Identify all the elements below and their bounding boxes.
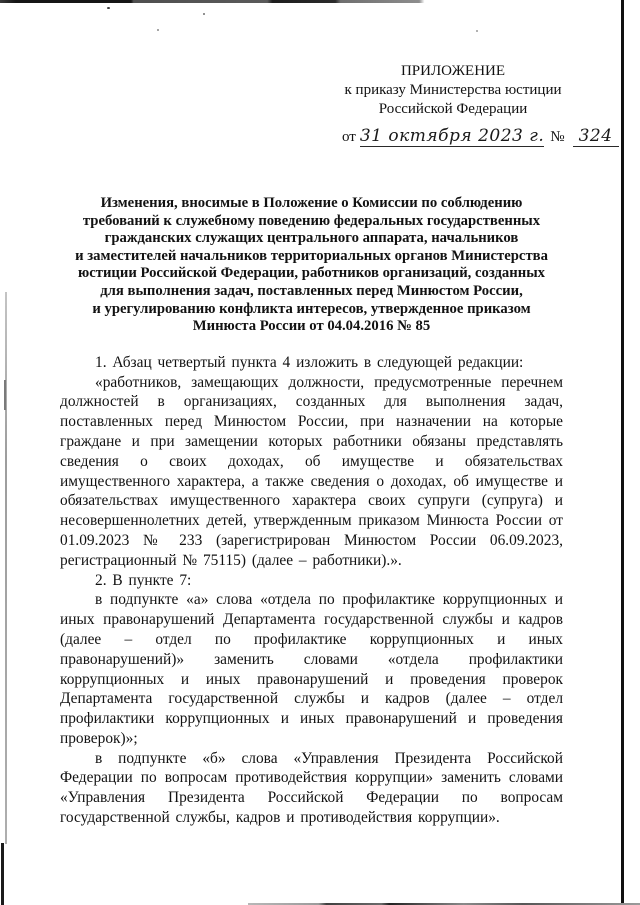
scan-speck: [157, 29, 159, 31]
title-line: гражданских служащих центрального аппарата, начальников: [104, 230, 519, 247]
body-paragraph: 1. Абзац четвертый пункта 4 изложить в следующей редакции:: [95, 353, 524, 371]
title-line: требований к служебному поведению федеральных государственных: [82, 212, 541, 229]
body-paragraph: 2. В пункте 7:: [95, 571, 192, 589]
title-line: Минюста России от 04.04.2016 № 85: [192, 318, 431, 335]
number-sign-label: №: [550, 129, 565, 145]
document-header: [342, 62, 613, 147]
body-paragraph: в подпункте «а» слова «отдела по профилактике коррупционных и иных правонарушений Департамента государственной службы и кадров (далее – отдел по профилактике коррупционных и иных правонарушений)» заменить словами «отдела профилактики коррупционных и иных правонарушений и проведения проверок Департамента государственной службы и кадров (далее – отдел профилактики коррупционных и иных правонарушений и проведения проверок)»;: [60, 591, 563, 747]
date-prefix-label: от: [342, 129, 356, 145]
handwritten-order-number: 324: [573, 126, 619, 147]
body-paragraph: в подпункте «б» слова «Управления Президента Российской Федерации по вопросам противодействия коррупции» заменить словами «Управления Президента Российской Федерации по вопросам государственной службы, кадров и противодействия коррупции».: [60, 749, 563, 827]
title-line: и урегулированию конфликта интересов, утвержденное приказом: [92, 300, 531, 317]
header-appendix-label: ПРИЛОЖЕНИЕ: [400, 63, 506, 79]
title-line: для выполнения задач, поставленных перед Минюстом России,: [100, 282, 523, 299]
scan-speck: [107, 7, 110, 9]
header-country-line: Российской Федерации: [378, 101, 528, 117]
header-order-line: к приказу Министерства юстиции: [344, 82, 562, 98]
title-line: юстиции Российской Федерации, работников организаций, созданных: [77, 265, 546, 282]
document-body: [60, 353, 563, 828]
document-title: [60, 195, 563, 336]
title-line: и заместителей начальников территориальных органов Министерства: [75, 247, 548, 264]
order-date-row: [342, 126, 613, 147]
title-line: Изменения, вносимые в Положение о Комиссии по соблюдению: [100, 195, 523, 211]
scan-artifact-right-edge: [621, 0, 624, 905]
handwritten-date: 31 октября 2023 г.: [359, 126, 545, 146]
body-paragraph: «работников, замещающих должности, предусмотренные перечнем должностей в организациях, созданных для выполнения задач, поставленных перед Минюстом России, при назначении на которые граждане и при замещении которых работники обязаны представлять сведения о своих доходах, об имуществе и обязательствах имущественного характера, а также сведения о доходах, об имуществе и обязательствах имущественного характера своих супруги (супруга) и несовершеннолетних детей, утвержденным приказом Минюста России от 01.09.2023 № 233 (зарегистрирован Минюстом России 06.09.2023, регистрационный № 75115) (далее – работники).».: [60, 373, 563, 569]
scan-artifact-left-edge-segment: [4, 380, 6, 410]
scan-speck: [476, 30, 478, 32]
scan-artifact-top-edge: [0, 0, 524, 3]
scan-artifact-left-edge: [5, 292, 7, 844]
scan-speck: [203, 13, 205, 15]
scan-artifact-left-bottom: [1, 843, 4, 905]
